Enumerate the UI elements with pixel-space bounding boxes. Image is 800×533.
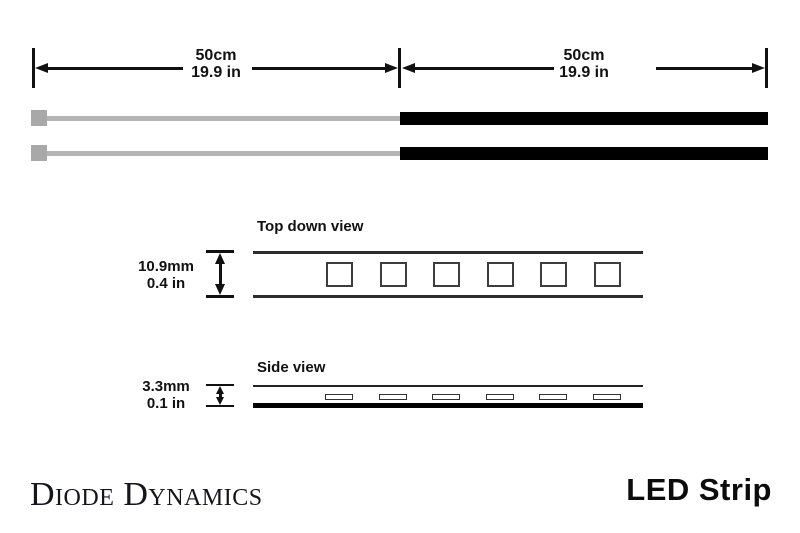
- dim-imperial: 0.4 in: [146, 275, 186, 292]
- dim-metric: 50cm: [563, 47, 605, 64]
- dim-line: [252, 67, 388, 70]
- led-chip: [380, 262, 407, 287]
- arrow-right-icon: [385, 63, 398, 73]
- top-down-view-title: Top down view: [257, 218, 364, 235]
- strip-connector: [31, 145, 47, 161]
- strip-edge-top: [253, 251, 643, 254]
- dim-metric: 3.3mm: [142, 378, 190, 395]
- led-side-profile: [539, 394, 567, 400]
- dim-label-segment-2: [529, 47, 639, 81]
- dim-tick-right: [765, 48, 768, 88]
- led-side-profile: [486, 394, 514, 400]
- arrow-right-icon: [752, 63, 765, 73]
- dim-label-segment-1: [161, 47, 271, 81]
- led-side-profile: [432, 394, 460, 400]
- brand-logo: Diode Dynamics: [30, 476, 263, 513]
- dim-imperial: 19.9 in: [559, 64, 609, 81]
- led-side-profile: [379, 394, 407, 400]
- dim-cap-bottom: [206, 295, 234, 298]
- strip-bar: [400, 112, 768, 125]
- product-title: LED Strip: [626, 472, 772, 507]
- strip-wire: [47, 151, 400, 156]
- led-chip: [540, 262, 567, 287]
- led-chip: [487, 262, 514, 287]
- height-dimension-label: [126, 378, 206, 412]
- led-side-profile: [325, 394, 353, 400]
- strip-base: [253, 403, 643, 408]
- arrow-down-icon: [216, 397, 224, 405]
- arrow-down-icon: [215, 284, 225, 295]
- dim-imperial: 19.9 in: [191, 64, 241, 81]
- led-side-profile: [593, 394, 621, 400]
- dim-imperial: 0.1 in: [146, 395, 186, 412]
- strip-connector: [31, 110, 47, 126]
- strip-top-surface: [253, 385, 643, 387]
- width-dimension-label: [126, 258, 206, 292]
- dim-metric: 10.9mm: [138, 258, 194, 275]
- side-view-title: Side view: [257, 359, 326, 376]
- strip-wire: [47, 116, 400, 121]
- dim-metric: 50cm: [195, 47, 237, 64]
- led-chip: [594, 262, 621, 287]
- led-chip: [433, 262, 460, 287]
- led-chip: [326, 262, 353, 287]
- strip-bar: [400, 147, 768, 160]
- dim-line: [656, 67, 754, 70]
- strip-edge-bottom: [253, 295, 643, 298]
- dim-tick-middle: [398, 48, 401, 88]
